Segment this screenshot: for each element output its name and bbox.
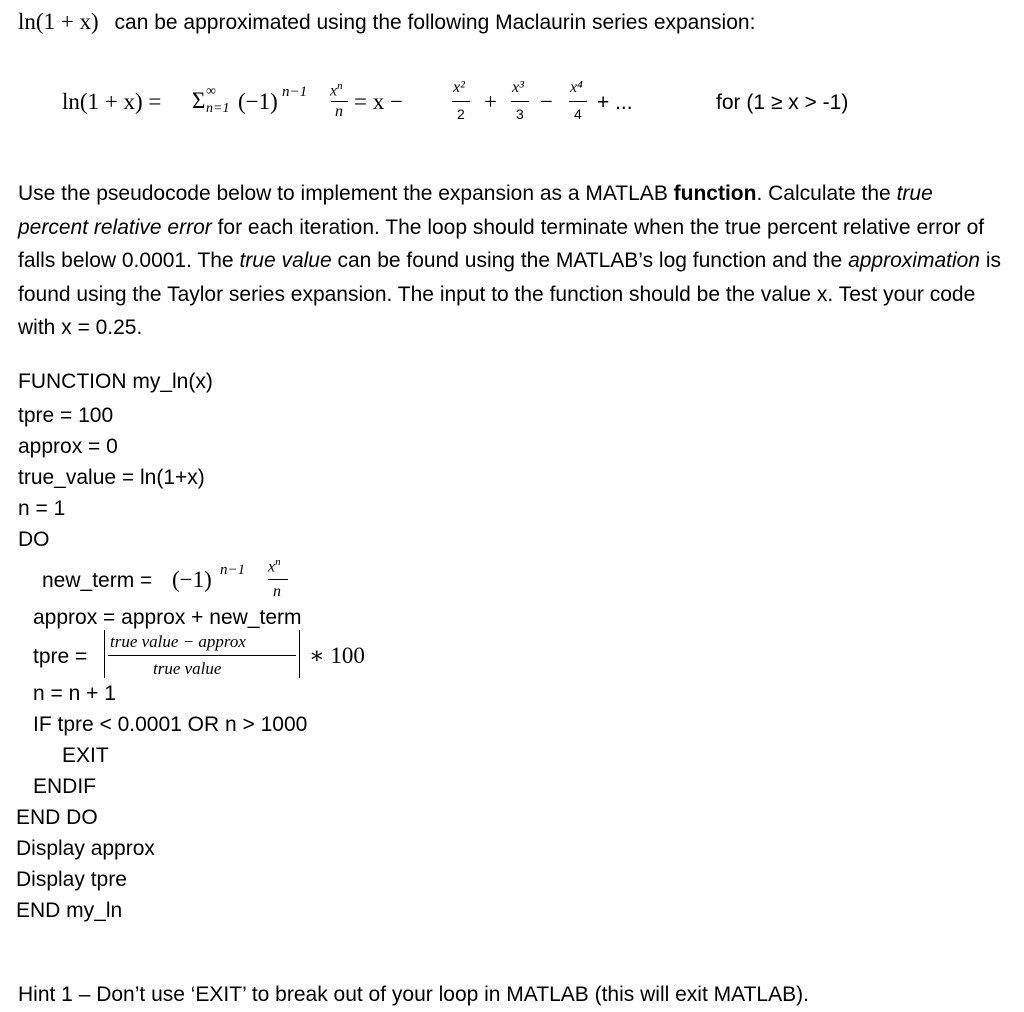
pseudo-newterm-base: (−1) bbox=[172, 567, 212, 592]
intro-expression: ln(1 + x) bbox=[18, 9, 99, 34]
instr-part5: is found using the Taylor series expansion. The input to the function should be the value x. Test your code with x = 0.25. bbox=[18, 249, 1001, 339]
instr-part3: for each iteration. The loop should terminate when the true percent relative error of falls below 0.0001. The bbox=[18, 215, 985, 272]
pseudo-line-endif: ENDIF bbox=[33, 775, 96, 798]
series-base: (−1) bbox=[238, 89, 278, 114]
sigma-symbol: Σ bbox=[192, 88, 206, 113]
term2-numerator: x² bbox=[453, 79, 465, 96]
term3-bar bbox=[511, 101, 529, 102]
pseudo-line-display-approx: Display approx bbox=[16, 837, 155, 860]
abs-right-bar bbox=[299, 630, 300, 678]
pseudo-line-tpre-init: tpre = 100 bbox=[18, 404, 114, 427]
instr-italic-approximation: approximation bbox=[848, 249, 980, 272]
pseudo-line-exit: EXIT bbox=[62, 744, 109, 767]
series-lhs: ln(1 + x) = bbox=[62, 89, 162, 114]
term2-bar bbox=[452, 101, 470, 102]
pseudo-line-approx-update: approx = approx + new_term bbox=[33, 606, 302, 629]
pseudo-line-n-init: n = 1 bbox=[18, 497, 66, 520]
pseudo-line-display-tpre: Display tpre bbox=[16, 868, 127, 891]
hint-text: Hint 1 – Don’t use ‘EXIT’ to break out of your loop in MATLAB (this will exit MATLAB). bbox=[18, 983, 809, 1006]
pseudo-tpre-label: tpre = bbox=[33, 645, 88, 668]
frac-bar bbox=[331, 101, 348, 102]
pseudo-newterm-exp: n−1 bbox=[220, 562, 246, 578]
pseudo-newterm-num bbox=[268, 556, 281, 576]
intro-line bbox=[18, 10, 755, 35]
instr-part2: . Calculate the bbox=[756, 182, 897, 205]
frac-numerator bbox=[330, 80, 343, 100]
instr-italic-error: true percent relative error bbox=[18, 182, 933, 239]
pseudo-line-n-increment: n = n + 1 bbox=[33, 682, 116, 705]
term2-denominator: 2 bbox=[457, 106, 465, 122]
series-domain: for (1 ≥ x > -1) bbox=[716, 91, 849, 114]
term3-denominator: 3 bbox=[516, 106, 524, 122]
instr-bold-function: function bbox=[673, 182, 757, 205]
frac-numerator-base: x bbox=[330, 82, 338, 100]
pseudo-tpre-multiplier: ∗ 100 bbox=[309, 643, 365, 668]
sigma-upper: ∞ bbox=[206, 84, 216, 99]
pseudo-tpre-bar bbox=[108, 655, 296, 656]
term4-bar bbox=[569, 101, 587, 102]
instr-part4: can be found using the MATLAB’s log function and the bbox=[331, 249, 849, 272]
pseudo-newterm-den: n bbox=[273, 583, 281, 600]
pseudo-tpre-denominator: true value bbox=[153, 659, 222, 678]
instr-part1: Use the pseudocode below to implement the expansion as a MATLAB bbox=[18, 182, 674, 205]
pseudo-newterm-bar bbox=[268, 579, 288, 580]
series-eq-x: = x − bbox=[354, 89, 403, 114]
pseudo-newterm-num-exp: n bbox=[275, 556, 281, 568]
instructions-paragraph bbox=[18, 177, 1008, 345]
term-op-minus: − bbox=[540, 89, 553, 114]
pseudo-line-do: DO bbox=[18, 528, 50, 551]
abs-left-bar bbox=[104, 630, 105, 678]
term4-numerator: x⁴ bbox=[570, 79, 583, 96]
term3-numerator: x³ bbox=[512, 79, 524, 96]
pseudo-newterm-num-base: x bbox=[268, 558, 276, 576]
series-exponent: n−1 bbox=[282, 84, 308, 100]
pseudo-line-true-value: true_value = ln(1+x) bbox=[18, 466, 205, 489]
series-tail: + ... bbox=[597, 91, 633, 114]
sigma-lower: n=1 bbox=[206, 101, 230, 116]
pseudo-line-approx-init: approx = 0 bbox=[18, 435, 118, 458]
pseudo-line-if: IF tpre < 0.0001 OR n > 1000 bbox=[33, 713, 308, 736]
pseudo-line-end-do: END DO bbox=[16, 806, 98, 829]
pseudo-line-function: FUNCTION my_ln(x) bbox=[18, 370, 213, 393]
frac-numerator-exp: n bbox=[337, 80, 343, 92]
pseudo-tpre-numerator: true value − approx bbox=[110, 632, 246, 651]
intro-text: can be approximated using the following Maclaurin series expansion: bbox=[114, 11, 756, 34]
term4-denominator: 4 bbox=[574, 106, 582, 122]
term-op-plus: + bbox=[484, 89, 497, 114]
frac-denominator: n bbox=[335, 103, 343, 120]
pseudo-line-end-function: END my_ln bbox=[16, 899, 123, 922]
pseudo-newterm-label: new_term = bbox=[42, 569, 153, 592]
instr-italic-true-value: true value bbox=[239, 249, 332, 272]
